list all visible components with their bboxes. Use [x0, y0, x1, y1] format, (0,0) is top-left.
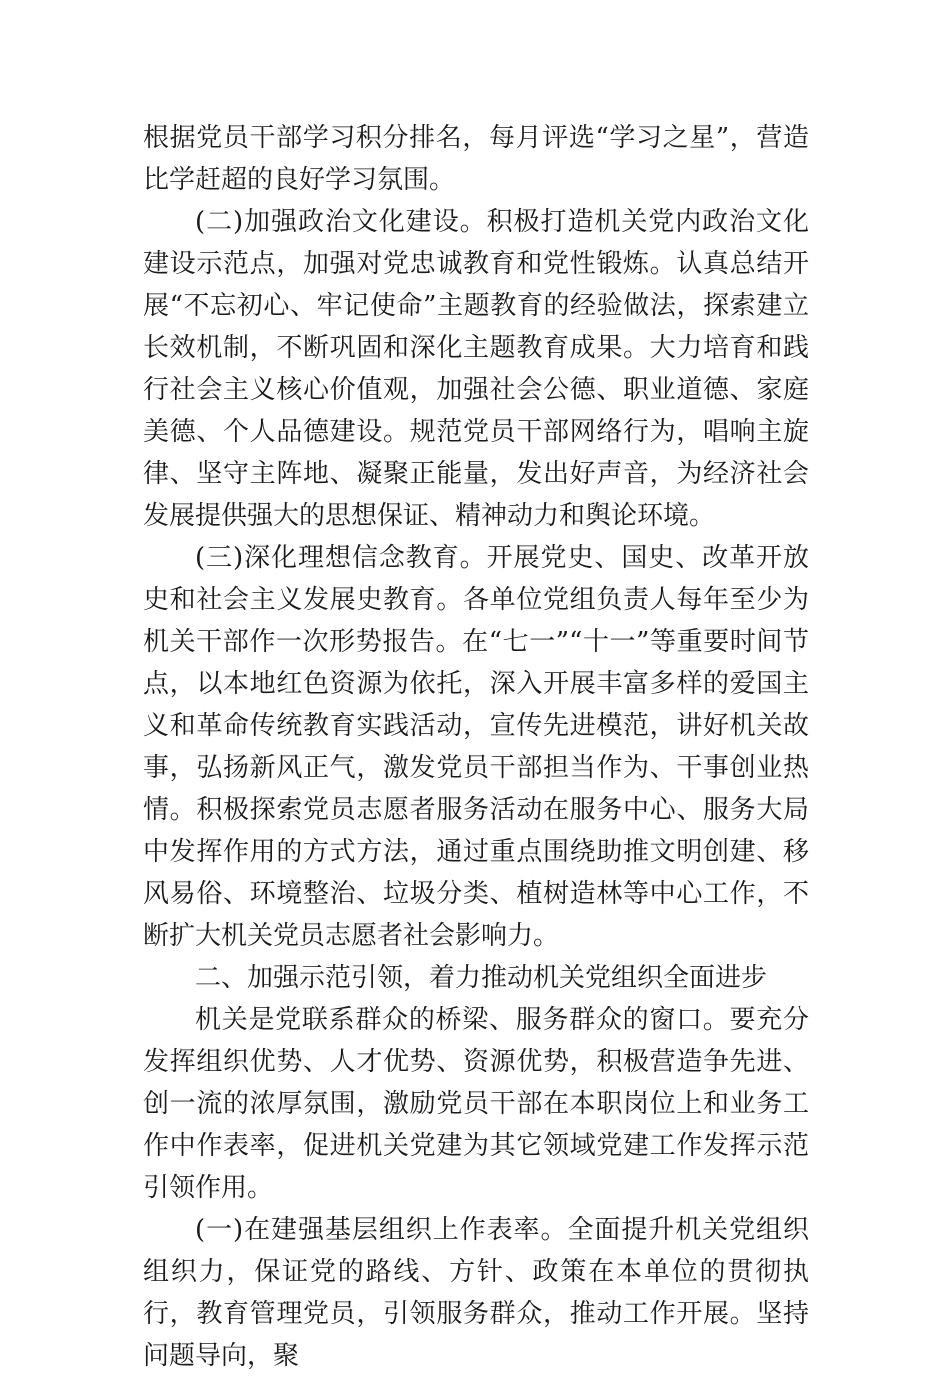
- section-heading: 二、加强示范引领，着力推动机关党组织全面进步: [195, 963, 768, 993]
- paragraph-political-culture: (二)加强政治文化建设。积极打造机关党内政治文化建设示范点，加强对党忠诚教育和党性锻炼。认真总结开展“不忘初心、牢记使命”主题教育的经验做法，探索建立长效机制，不断巩固和深化主题教育成果。大力培育和践行社会主义核心价值观，加强社会公德、职业道德、家庭美德、个人品德建设。规范党员干部网络行为，唱响主旋律、坚守主阵地、凝聚正能量，发出好声音，为经济社会发展提供强大的思想保证、精神动力和舆论环境。: [143, 207, 809, 531]
- paragraph-grassroots-organization: (一)在建强基层组织上作表率。全面提升机关党组织组织力，保证党的路线、方针、政策在本单位的贯彻执行，教育管理党员，引领服务群众，推动工作开展。坚持问题导向，聚: [143, 1215, 809, 1371]
- paragraph-continuation: 根据党员干部学习积分排名，每月评选“学习之星”，营造比学赶超的良好学习氛围。: [143, 123, 809, 195]
- paragraph-ideals-education: (三)深化理想信念教育。开展党史、国史、改革开放史和社会主义发展史教育。各单位党组负责人每年至少为机关干部作一次形势报告。在“七一”“十一”等重要时间节点，以本地红色资源为依托，深入开展丰富多样的爱国主义和革命传统教育实践活动，宣传先进模范，讲好机关故事，弘扬新风正气，激发党员干部担当作为、干事创业热情。积极探索党员志愿者服务活动在服务中心、服务大局中发挥作用的方式方法，通过重点围绕助推文明创建、移风易俗、环境整治、垃圾分类、植树造林等中心工作，不断扩大机关党员志愿者社会影响力。: [143, 543, 809, 951]
- document-page: [143, 117, 809, 1377]
- paragraph-organ-role: 机关是党联系群众的桥梁、服务群众的窗口。要充分发挥组织优势、人才优势、资源优势，积极营造争先进、创一流的浓厚氛围，激励党员干部在本职岗位上和业务工作中作表率，促进机关党建为其它领域党建工作发挥示范引领作用。: [143, 1005, 809, 1203]
